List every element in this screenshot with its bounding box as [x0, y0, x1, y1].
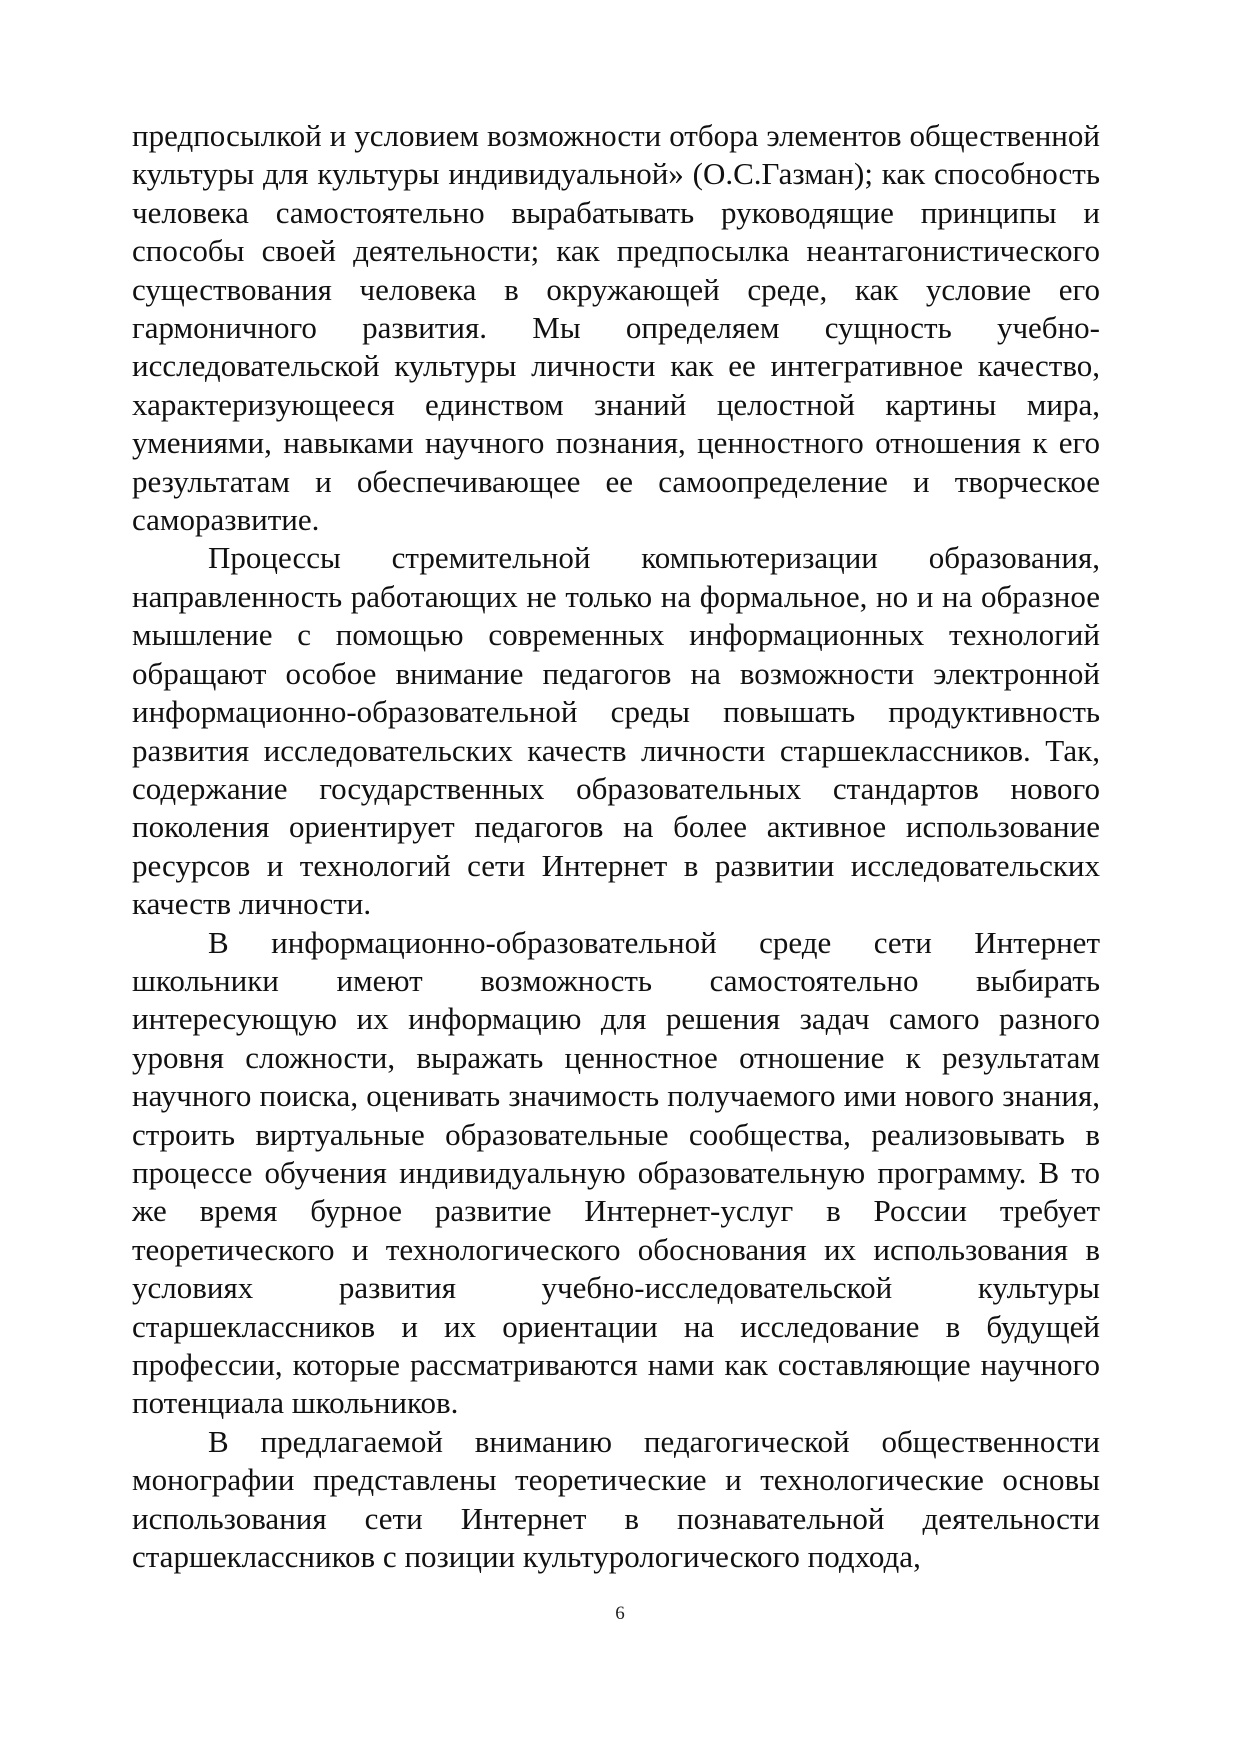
paragraph-2: Процессы стремительной компьютеризации образования, направленность работающих не только на формальное, но и на образное мышление с помощью современных информационных технологий обращают особое внимание педагогов на возможности электронной информационно-образовательной среды повышать продуктивность развития исследовательских качеств личности старшеклассников. Так, содержание государственных образовательных стандартов нового поколения ориентирует педагогов на более активное использование ресурсов и технологий сети Интернет в развитии исследовательских качеств личности. — [132, 540, 1100, 922]
body-text — [132, 117, 1100, 1576]
page-number: 6 — [615, 1603, 625, 1624]
paragraph-1: предпосылкой и условием возможности отбора элементов общественной культуры для культуры индивидуальной» (О.С.Газман); как способность человека самостоятельно вырабатывать руководящие принципы и способы своей деятельности; как предпосылка неантагонистического существования человека в окружающей среде, как условие его гармоничного развития. Мы определяем сущность учебно-исследовательской культуры личности как ее интегративное качество, характеризующееся единством знаний целостной картины мира, умениями, навыками научного познания, ценностного отношения к его результатам и обеспечивающее ее самоопределение и творческое саморазвитие. — [132, 118, 1100, 538]
paragraph-4: В предлагаемой вниманию педагогической общественности монографии представлены теоретические и технологические основы использования сети Интернет в познавательной деятельности старшеклассников с позиции культурологического подхода, — [132, 1423, 1100, 1575]
paragraph-3: В информационно-образовательной среде сети Интернет школьники имеют возможность самостоятельно выбирать интересующую их информацию для решения задач самого разного уровня сложности, выражать ценностное отношение к результатам научного поиска, оценивать значимость получаемого ими нового знания, строить виртуальные образовательные сообщества, реализовывать в процессе обучения индивидуальную образовательную программу. В то же время бурное развитие Интернет-услуг в России требует теоретического и технологического обоснования их использования в условиях развития учебно-исследовательской культуры старшеклассников и их ориентации на исследование в будущей профессии, которые рассматриваются нами как составляющие научного потенциала школьников. — [132, 924, 1100, 1421]
